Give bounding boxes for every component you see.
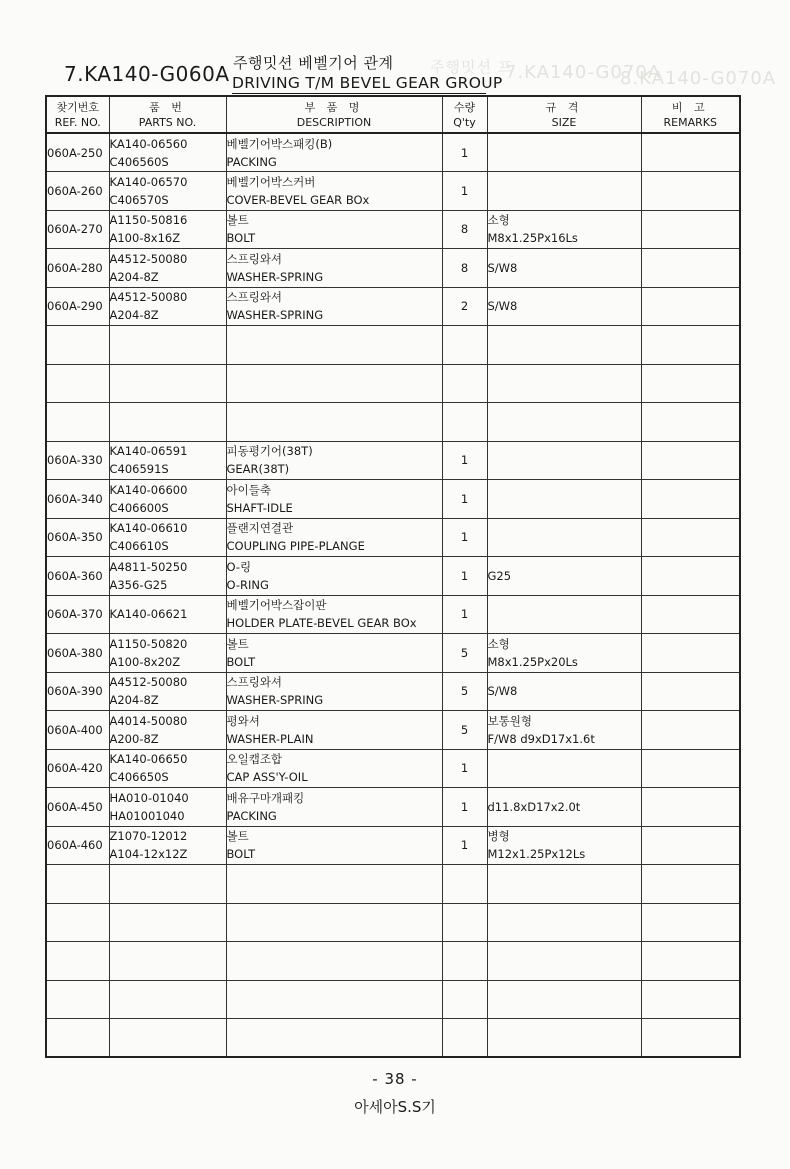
parts-no-cell (109, 788, 226, 827)
qty-cell: 1 (442, 480, 487, 519)
size-cell (487, 672, 641, 711)
description-korean: O-링 (226, 559, 252, 574)
table-row (46, 980, 740, 1019)
size-type: 소형 (487, 636, 510, 651)
part-number-new: HA010-01040 (109, 790, 189, 805)
qty-cell (442, 942, 487, 981)
size-cell (487, 788, 641, 827)
ref-no-cell: 060A-420 (46, 749, 109, 788)
parts-no-cell (109, 672, 226, 711)
table-row (46, 172, 740, 211)
table-row (46, 903, 740, 942)
qty-cell: 8 (442, 210, 487, 249)
qty-cell (442, 403, 487, 442)
description-korean: 스프링와셔 (226, 675, 283, 690)
parts-no-cell (109, 364, 226, 403)
table-row (46, 634, 740, 673)
ref-no-cell: 060A-390 (46, 672, 109, 711)
description-cell (226, 826, 442, 865)
table-row (46, 557, 740, 596)
qty-cell (442, 903, 487, 942)
description-cell (226, 557, 442, 596)
qty-cell: 1 (442, 749, 487, 788)
ref-no-cell: 060A-270 (46, 210, 109, 249)
size-cell (487, 364, 641, 403)
description-cell (226, 441, 442, 480)
part-number-old: A200-8Z (109, 731, 159, 746)
remarks-cell (641, 595, 740, 634)
table-row (46, 595, 740, 634)
parts-no-cell (109, 865, 226, 904)
description-cell (226, 865, 442, 904)
description-cell (226, 1019, 442, 1058)
remarks-cell (641, 210, 740, 249)
parts-no-cell (109, 557, 226, 596)
part-number-new: KA140-06621 (109, 607, 188, 622)
part-number-old: C406591S (109, 462, 169, 477)
ref-no-cell: 060A-400 (46, 711, 109, 750)
description-english: COVER-BEVEL GEAR BOx (226, 192, 370, 207)
part-number-old: C406650S (109, 770, 169, 785)
table-row (46, 210, 740, 249)
remarks-cell (641, 441, 740, 480)
description-cell (226, 634, 442, 673)
remarks-cell (641, 903, 740, 942)
col-ref-en: REF. NO. (54, 115, 101, 129)
part-number-old: C406560S (109, 154, 169, 169)
parts-table (45, 95, 741, 1058)
qty-cell: 2 (442, 287, 487, 326)
size-cell (487, 1019, 641, 1058)
part-number-old: C406610S (109, 539, 169, 554)
group-title-korean: 주행밋션 베벨기어 관계 (233, 54, 394, 72)
ref-no-cell (46, 1019, 109, 1058)
description-cell (226, 364, 442, 403)
table-row (46, 749, 740, 788)
qty-cell: 1 (442, 172, 487, 211)
description-korean: 평와셔 (226, 713, 260, 728)
remarks-cell (641, 1019, 740, 1058)
size-spec: M8x1.25Px16Ls (487, 231, 578, 246)
col-remarks (641, 96, 740, 133)
table-row (46, 711, 740, 750)
parts-no-cell (109, 133, 226, 172)
description-english: O-RING (226, 577, 269, 592)
table-row (46, 326, 740, 365)
description-cell (226, 672, 442, 711)
description-cell (226, 980, 442, 1019)
parts-no-cell (109, 749, 226, 788)
parts-no-cell (109, 1019, 226, 1058)
remarks-cell (641, 788, 740, 827)
remarks-cell (641, 557, 740, 596)
table-row (46, 403, 740, 442)
parts-no-cell (109, 518, 226, 557)
description-cell (226, 788, 442, 827)
description-korean: 피동평기어(38T) (226, 444, 313, 459)
qty-cell: 1 (442, 557, 487, 596)
part-number-new: KA140-06570 (109, 174, 188, 189)
size-cell (487, 172, 641, 211)
ref-no-cell: 060A-290 (46, 287, 109, 326)
parts-no-cell (109, 826, 226, 865)
size-cell (487, 480, 641, 519)
description-english: PACKING (226, 808, 277, 823)
parts-no-cell (109, 711, 226, 750)
qty-cell: 5 (442, 634, 487, 673)
col-remarks-ko: 비 고 (671, 100, 709, 114)
description-cell (226, 942, 442, 981)
size-cell (487, 249, 641, 288)
qty-cell: 1 (442, 826, 487, 865)
description-english: WASHER-SPRING (226, 693, 324, 708)
remarks-cell (641, 634, 740, 673)
bleed-through-text: 주행밋션 프 (430, 58, 514, 76)
table-row (46, 942, 740, 981)
ref-no-cell (46, 903, 109, 942)
part-number-new: A4512-50080 (109, 290, 188, 305)
description-cell (226, 518, 442, 557)
parts-no-cell (109, 403, 226, 442)
size-value: d11.8xD17x2.0t (487, 799, 581, 814)
size-value: G25 (487, 568, 512, 583)
size-cell (487, 980, 641, 1019)
parts-no-cell (109, 903, 226, 942)
description-cell (226, 287, 442, 326)
size-cell (487, 557, 641, 596)
qty-cell: 8 (442, 249, 487, 288)
size-value: S/W8 (487, 684, 518, 699)
size-cell (487, 903, 641, 942)
title-underline (232, 93, 486, 94)
description-english: BOLT (226, 847, 256, 862)
part-number-new: KA140-06560 (109, 136, 188, 151)
table-row (46, 865, 740, 904)
size-cell (487, 210, 641, 249)
parts-no-cell (109, 210, 226, 249)
part-number-old: A204-8Z (109, 269, 159, 284)
group-title-english: DRIVING T/M BEVEL GEAR GROUP (232, 74, 503, 92)
parts-no-cell (109, 595, 226, 634)
size-cell (487, 403, 641, 442)
col-parts-en: PARTS NO. (138, 115, 197, 129)
description-cell (226, 326, 442, 365)
part-number-old: A356-G25 (109, 577, 168, 592)
ref-no-cell: 060A-350 (46, 518, 109, 557)
size-cell (487, 326, 641, 365)
remarks-cell (641, 364, 740, 403)
qty-cell (442, 865, 487, 904)
qty-cell (442, 364, 487, 403)
description-english: GEAR(38T) (226, 462, 290, 477)
size-type: 병형 (487, 829, 510, 844)
parts-no-cell (109, 480, 226, 519)
bleed-through-text: 7.KA140-G070A (505, 62, 662, 83)
description-korean: 베벨기어박스잡이판 (226, 598, 327, 613)
table-row (46, 287, 740, 326)
size-type: 소형 (487, 213, 510, 228)
description-english: BOLT (226, 231, 256, 246)
description-korean: 볼트 (226, 213, 249, 228)
description-cell (226, 210, 442, 249)
size-cell (487, 441, 641, 480)
parts-no-cell (109, 249, 226, 288)
col-desc-ko: 부 품 명 (304, 100, 364, 114)
part-number-old: A204-8Z (109, 693, 159, 708)
qty-cell (442, 1019, 487, 1058)
part-number-new: A4014-50080 (109, 713, 188, 728)
size-cell (487, 287, 641, 326)
qty-cell: 5 (442, 711, 487, 750)
ref-no-cell: 060A-450 (46, 788, 109, 827)
company-name: 아세아S.S기 (354, 1098, 436, 1116)
remarks-cell (641, 826, 740, 865)
size-cell (487, 595, 641, 634)
size-cell (487, 942, 641, 981)
remarks-cell (641, 749, 740, 788)
description-korean: 오일캡조합 (226, 752, 283, 767)
remarks-cell (641, 249, 740, 288)
size-value: S/W8 (487, 299, 518, 314)
description-english: SHAFT-IDLE (226, 500, 293, 515)
part-number-new: A4811-50250 (109, 559, 188, 574)
ref-no-cell (46, 865, 109, 904)
description-korean: 아이들축 (226, 482, 271, 497)
description-english: BOLT (226, 654, 256, 669)
part-number-old: A204-8Z (109, 308, 159, 323)
description-cell (226, 903, 442, 942)
remarks-cell (641, 172, 740, 211)
table-row (46, 441, 740, 480)
table-row (46, 480, 740, 519)
description-english: CAP ASS'Y-OIL (226, 770, 308, 785)
part-number-old: A100-8x20Z (109, 654, 181, 669)
col-qty-ko: 수량 (453, 100, 476, 114)
qty-cell: 5 (442, 672, 487, 711)
description-korean: 플랜지연결관 (226, 521, 294, 536)
ref-no-cell (46, 326, 109, 365)
table-row (46, 518, 740, 557)
ref-no-cell: 060A-370 (46, 595, 109, 634)
part-number-new: Z1070-12012 (109, 829, 188, 844)
qty-cell (442, 980, 487, 1019)
table-row (46, 826, 740, 865)
ref-no-cell: 060A-460 (46, 826, 109, 865)
ref-no-cell: 060A-380 (46, 634, 109, 673)
ref-no-cell (46, 403, 109, 442)
description-cell (226, 480, 442, 519)
remarks-cell (641, 865, 740, 904)
description-english: COUPLING PIPE-PLANGE (226, 539, 365, 554)
size-spec: F/W8 d9xD17x1.6t (487, 731, 595, 746)
ref-no-cell: 060A-360 (46, 557, 109, 596)
qty-cell: 1 (442, 518, 487, 557)
description-english: WASHER-SPRING (226, 269, 324, 284)
parts-no-cell (109, 634, 226, 673)
col-parts-no (109, 96, 226, 133)
part-number-new: A1150-50816 (109, 213, 188, 228)
remarks-cell (641, 711, 740, 750)
description-english: HOLDER PLATE-BEVEL GEAR BOx (226, 616, 417, 631)
ref-no-cell: 060A-280 (46, 249, 109, 288)
col-ref-no (46, 96, 109, 133)
size-value: S/W8 (487, 260, 518, 275)
size-spec: M12x1.25Px12Ls (487, 847, 586, 862)
description-korean: 볼트 (226, 636, 249, 651)
description-korean: 베벨기어박스커버 (226, 174, 316, 189)
part-number-old: C406570S (109, 192, 169, 207)
remarks-cell (641, 672, 740, 711)
col-description (226, 96, 442, 133)
part-number-new: KA140-06600 (109, 482, 188, 497)
parts-no-cell (109, 942, 226, 981)
table-body (46, 133, 740, 1057)
size-type: 보통원형 (487, 713, 532, 728)
size-cell (487, 518, 641, 557)
part-number-new: A4512-50080 (109, 675, 188, 690)
ref-no-cell: 060A-260 (46, 172, 109, 211)
remarks-cell (641, 133, 740, 172)
qty-cell: 1 (442, 595, 487, 634)
qty-cell: 1 (442, 441, 487, 480)
description-english: WASHER-SPRING (226, 308, 324, 323)
size-cell (487, 865, 641, 904)
part-number-new: A1150-50820 (109, 636, 188, 651)
table-row (46, 249, 740, 288)
parts-no-cell (109, 172, 226, 211)
table-row (46, 788, 740, 827)
table-row (46, 1019, 740, 1058)
size-cell (487, 634, 641, 673)
ref-no-cell: 060A-250 (46, 133, 109, 172)
part-number-new: KA140-06610 (109, 521, 188, 536)
description-korean: 배유구마개패킹 (226, 790, 305, 805)
remarks-cell (641, 480, 740, 519)
size-cell (487, 826, 641, 865)
part-number-old: A100-8x16Z (109, 231, 181, 246)
col-size-en: SIZE (551, 115, 577, 129)
description-cell (226, 749, 442, 788)
description-english: PACKING (226, 154, 277, 169)
remarks-cell (641, 403, 740, 442)
remarks-cell (641, 518, 740, 557)
description-cell (226, 403, 442, 442)
table-row (46, 133, 740, 172)
ref-no-cell: 060A-330 (46, 441, 109, 480)
qty-cell: 1 (442, 133, 487, 172)
col-qty (442, 96, 487, 133)
parts-no-cell (109, 441, 226, 480)
col-desc-en: DESCRIPTION (296, 115, 372, 129)
part-number-new: A4512-50080 (109, 251, 188, 266)
table-header (46, 96, 740, 133)
parts-no-cell (109, 326, 226, 365)
part-number-old: A104-12x12Z (109, 847, 188, 862)
table-row (46, 364, 740, 403)
description-cell (226, 172, 442, 211)
col-size (487, 96, 641, 133)
remarks-cell (641, 980, 740, 1019)
parts-no-cell (109, 287, 226, 326)
description-english: WASHER-PLAIN (226, 731, 314, 746)
qty-cell (442, 326, 487, 365)
remarks-cell (641, 942, 740, 981)
col-ref-ko: 찾기번호 (56, 100, 99, 114)
description-korean: 볼트 (226, 829, 249, 844)
size-spec: M8x1.25Px20Ls (487, 654, 578, 669)
size-cell (487, 711, 641, 750)
bleed-through-text: 8.KA140-G070A (620, 68, 777, 89)
ref-no-cell: 060A-340 (46, 480, 109, 519)
description-cell (226, 249, 442, 288)
remarks-cell (641, 287, 740, 326)
group-code: 7.KA140-G060A (64, 62, 230, 86)
part-number-old: C406600S (109, 500, 169, 515)
description-korean: 스프링와셔 (226, 251, 283, 266)
col-parts-ko: 품 번 (149, 100, 186, 114)
col-remarks-en: REMARKS (663, 115, 717, 129)
part-number-old: HA01001040 (109, 808, 185, 823)
size-cell (487, 133, 641, 172)
description-korean: 스프링와셔 (226, 290, 283, 305)
part-number-new: KA140-06591 (109, 444, 188, 459)
description-cell (226, 711, 442, 750)
remarks-cell (641, 326, 740, 365)
part-number-new: KA140-06650 (109, 752, 188, 767)
ref-no-cell (46, 942, 109, 981)
page-number: - 38 - (372, 1070, 418, 1088)
col-qty-en: Q'ty (453, 115, 476, 129)
description-cell (226, 595, 442, 634)
ref-no-cell (46, 980, 109, 1019)
ref-no-cell (46, 364, 109, 403)
table-row (46, 672, 740, 711)
parts-no-cell (109, 980, 226, 1019)
description-cell (226, 133, 442, 172)
col-size-ko: 규 격 (545, 100, 583, 114)
qty-cell: 1 (442, 788, 487, 827)
description-korean: 베벨기어박스패킹(B) (226, 136, 333, 151)
size-cell (487, 749, 641, 788)
